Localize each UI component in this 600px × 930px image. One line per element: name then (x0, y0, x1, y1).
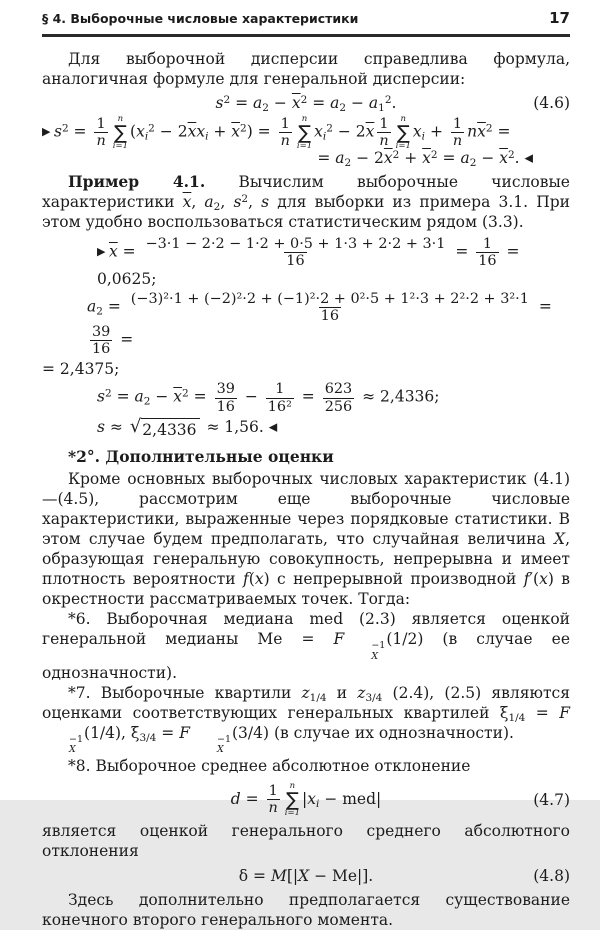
equation-4-8 (42, 866, 570, 886)
calc-a2-continuation: = 2,4375; (42, 360, 120, 379)
equation-4-8-formula: δ = M[|X − Me|]. (238, 867, 374, 886)
closing-paragraph: Здесь дополнительно предполагается существование конечного второго генерального момента. (42, 891, 570, 930)
proof-line-2: = $a_2 - 2\overline{x}^2 + \overline{x}^2 = a_2 - \overline{x}^2$. ◀ (317, 149, 533, 170)
equation-4-8-number: (4.8) (533, 867, 570, 886)
running-head-section-title: § 4. Выборочные числовые характеристики (42, 11, 359, 26)
subsection-heading: *2°. Дополнительные оценки (68, 446, 334, 466)
example-4-1-paragraph: Пример 4.1. Вычислим выборочные числовые характеристики $\overline{x}$, $a_2$, $s^2$, s для выборки из примера 3.1. При этом удобно воспользоваться статистическим рядом (3.3). (42, 171, 570, 231)
calc-s2-line: $s^2 = a_2 - \overline{x}^2$ = $\frac{39}{16}$ − $\frac{1}{\text{16²}}$ = $\frac{623}{256}$ ≈ 2,4336; (97, 381, 440, 415)
item-8-lead: *8. Выборочное среднее абсолютное отклонение (68, 757, 471, 776)
calc-a2-line: $a_2$ = $\frac{\text{(−3)²·1 + (−2)²·2 + (−1)²·2 + 0²·5 + 1²·3 + 2²·2 + 3²·1}}{16}$ = $\frac{39}{16}$ = (87, 290, 552, 358)
calc-xbar-line: ▶ $\overline{x}$ = $\frac{-3\cdot 1 - 2\cdot 2 - 1\cdot 2 + 0\cdot 5 + 1\cdot 3 + 2\cdot 2 + 3\cdot 1}{16}$ = $\frac{1}{16}$ = 0,0625; (97, 235, 520, 288)
item-7-paragraph: *7. Выборочные квартили $z_{1/4}$ и $z_{3/4}$ (2.4), (2.5) являются оценками соответствующих генеральных квартилей $\xi_{1/4} = F$ −1 X (1/4), $\xi_{3/4} = F$ −1 X (3/4) (в случае их однозначности). (42, 683, 571, 756)
equation-4-6-number: (4.6) (533, 94, 570, 112)
equation-4-7 (42, 782, 570, 817)
intro-paragraph: Для выборочной дисперсии справедлива формула, аналогичная формуле для генеральной дисперсии: (42, 50, 570, 88)
proof-line-1: ▶ $s^2$ = $\frac{1}{n}$ n ∑ i=1 $(x_i^2 - 2\overline{x}x_i + \overline{x}^2)$ = $\frac{1}{n}$ n ∑ i=1 $x_i^2 - 2\overline{x}$ $\frac{1}{n}$ n ∑ i=1 $x_i$ + $\frac{1}{n}$ $n\overline{x}^2$ = (42, 114, 511, 151)
equation-4-7-formula: d = $\frac{1}{n}$ n ∑ i=1 $|x_i - med|$ (230, 781, 382, 818)
after-4-7-paragraph: является оценкой генерального среднего абсолютного отклонения (42, 822, 570, 861)
running-head (42, 8, 570, 37)
calc-s-line: s ≈ √ 2,4336 ≈ 1,56. ◀ (97, 415, 278, 439)
equation-4-7-number: (4.7) (533, 790, 570, 809)
additional-estimates-paragraph: Кроме основных выборочных числовых характеристик (4.1)—(4.5), рассмотрим еще выборочные числовые характеристики, выраженные через порядковые статистики. В этом случае будем предполагать, что случайная величина X, образующая генеральную совокупность, непрерывна и имеет плотность вероятности f(x) с непрерывной производной f′(x) в окрестности рассматриваемых точек. Тогда: (42, 469, 570, 608)
equation-4-6-formula: $s^2 = a_2 - \overline{x}^2 = a_2 - a_1^2$. (215, 94, 397, 114)
equation-4-6 (42, 93, 570, 113)
page-number: 17 (549, 9, 570, 27)
item-6-paragraph: *6. Выборочная медиана med (2.3) является оценкой генеральной медианы Me = F −1 X (1/2) (в случае ее однозначности). (42, 609, 570, 682)
